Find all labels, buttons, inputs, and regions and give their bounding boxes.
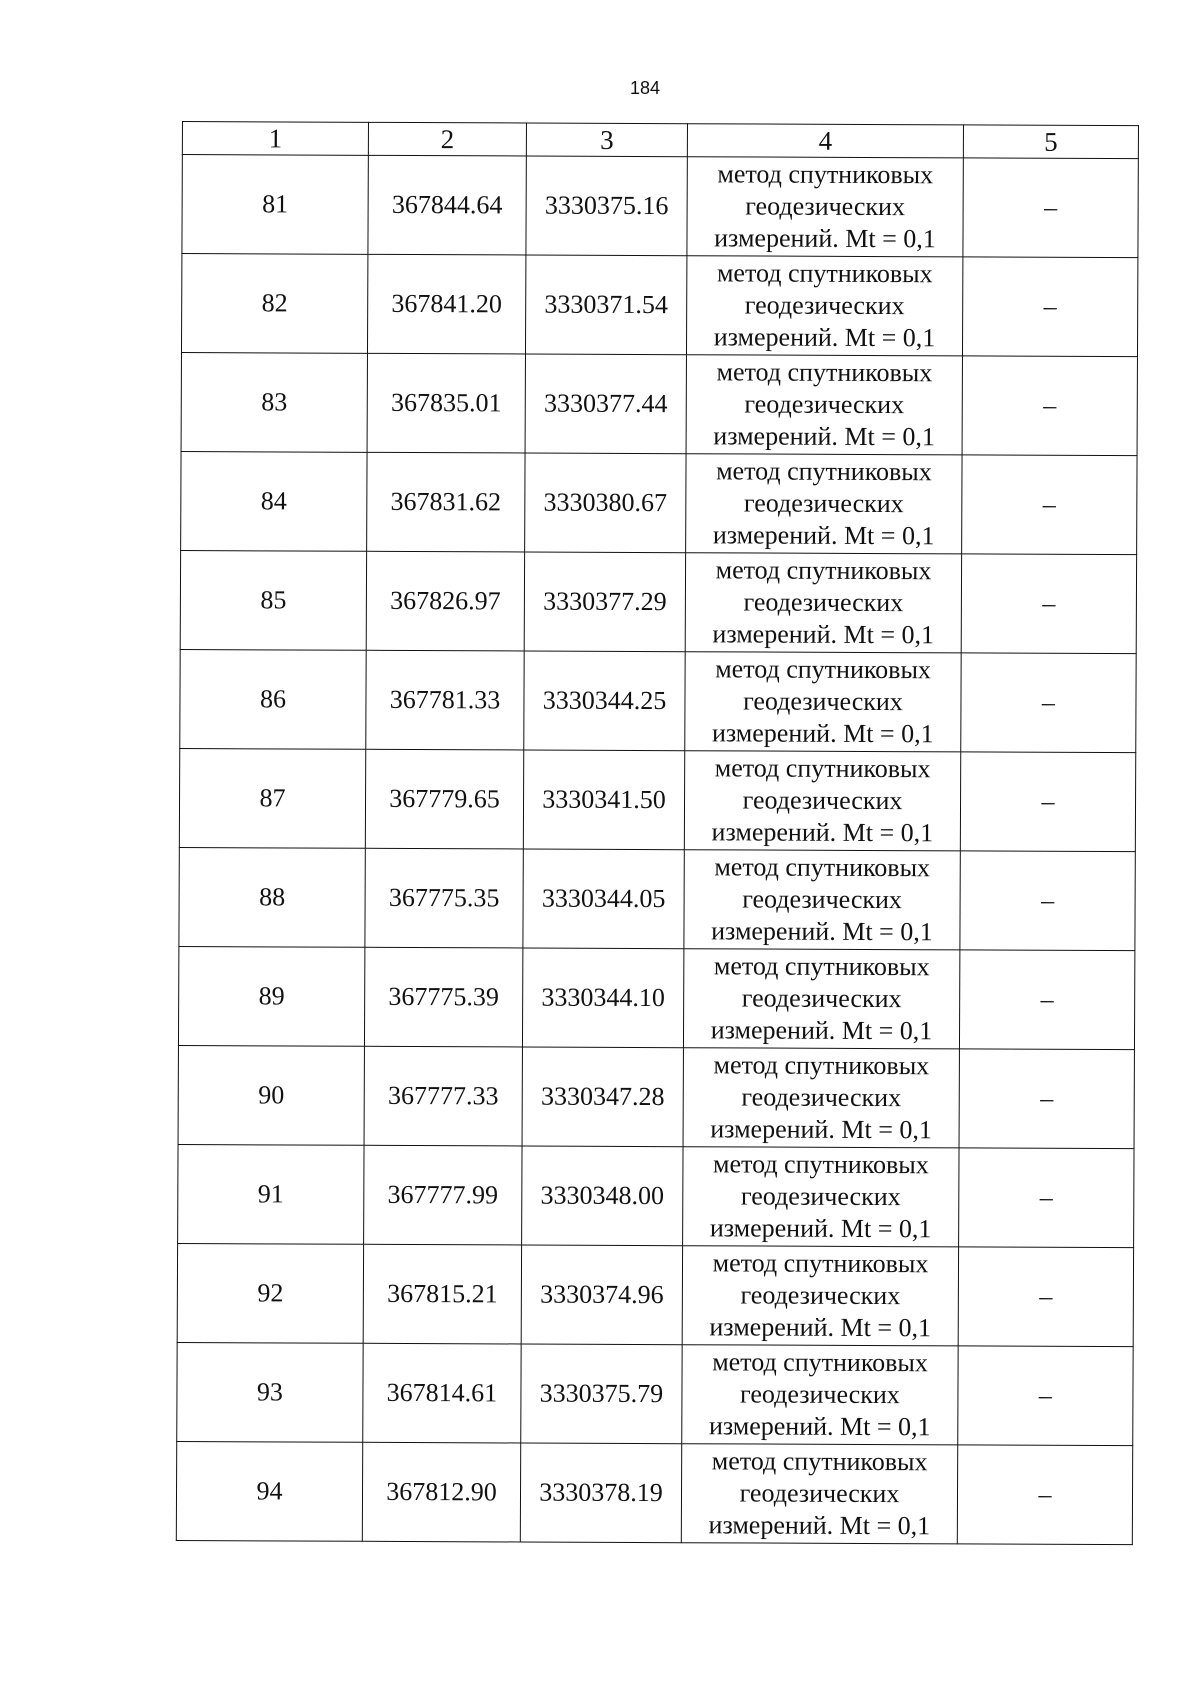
method-line: метод спутниковых	[717, 159, 934, 190]
x-coordinate-cell: 367814.61	[363, 1343, 521, 1443]
x-coordinate-cell: 367815.21	[363, 1244, 521, 1344]
table-row	[182, 155, 1138, 258]
method-line: геодезических	[741, 1082, 902, 1113]
column-header: 2	[368, 122, 526, 156]
y-coordinate-cell: 3330377.29	[524, 552, 685, 652]
x-coordinate-cell: 367841.20	[367, 254, 525, 354]
point-number-cell: 88	[179, 847, 365, 947]
table-row	[177, 1243, 1133, 1346]
method-line: измерений. Mt = 0,1	[710, 1015, 933, 1046]
x-coordinate-cell: 367826.97	[366, 551, 524, 651]
method-line: геодезических	[743, 587, 904, 618]
point-number-cell: 92	[177, 1243, 363, 1343]
note-cell: –	[959, 1049, 1134, 1149]
method-line: метод спутниковых	[716, 357, 933, 388]
page-number: 184	[629, 78, 661, 98]
method-cell	[682, 1246, 958, 1346]
method-line: измерений. Mt = 0,1	[711, 718, 934, 749]
method-line: геодезических	[743, 686, 903, 717]
method-line: геодезических	[742, 884, 903, 915]
method-line: геодезических	[739, 1478, 900, 1509]
method-line: измерений. Mt = 0,1	[712, 520, 935, 551]
method-line: геодезических	[745, 191, 906, 222]
method-line: метод спутниковых	[712, 1248, 929, 1279]
x-coordinate-cell: 367835.01	[367, 353, 525, 453]
column-header: 1	[182, 122, 368, 156]
method-line: геодезических	[743, 488, 904, 519]
y-coordinate-cell: 3330375.16	[526, 156, 687, 256]
method-line: измерений. Mt = 0,1	[714, 223, 936, 254]
x-coordinate-cell: 367777.99	[364, 1145, 522, 1245]
method-line: геодезических	[741, 983, 902, 1014]
y-coordinate-cell: 3330374.96	[521, 1245, 682, 1345]
column-header: 3	[526, 123, 687, 157]
x-coordinate-cell: 367831.62	[367, 452, 525, 552]
point-number-cell: 91	[178, 1144, 364, 1244]
column-header: 4	[687, 124, 963, 158]
y-coordinate-cell: 3330344.25	[524, 651, 685, 751]
y-coordinate-cell: 3330378.19	[520, 1443, 681, 1543]
note-cell: –	[958, 1247, 1133, 1347]
note-cell: –	[960, 851, 1135, 951]
table-body	[176, 155, 1138, 1545]
note-cell: –	[962, 257, 1137, 357]
method-cell	[686, 454, 962, 554]
point-number-cell: 86	[180, 649, 366, 749]
method-line: геодезических	[740, 1280, 901, 1311]
table-row	[180, 649, 1136, 752]
y-coordinate-cell: 3330347.28	[522, 1047, 683, 1147]
method-cell	[684, 850, 960, 950]
method-line: измерений. Mt = 0,1	[711, 916, 933, 947]
y-coordinate-cell: 3330380.67	[525, 453, 686, 553]
table-row	[177, 1342, 1133, 1445]
note-cell: –	[962, 356, 1137, 456]
point-number-cell: 93	[177, 1342, 363, 1442]
y-coordinate-cell: 3330375.79	[521, 1344, 682, 1444]
table-row	[181, 352, 1137, 455]
note-cell: –	[960, 752, 1135, 852]
table-row	[180, 550, 1136, 653]
method-cell	[686, 256, 962, 356]
method-line: измерений. Mt = 0,1	[712, 619, 935, 650]
point-number-cell: 85	[180, 550, 366, 650]
method-cell	[681, 1444, 957, 1544]
method-line: метод спутниковых	[716, 456, 932, 487]
note-cell: –	[957, 1445, 1132, 1545]
method-cell	[683, 1147, 959, 1247]
method-line: метод спутниковых	[714, 852, 931, 883]
note-cell: –	[963, 158, 1138, 258]
method-line: измерений. Mt = 0,1	[708, 1411, 931, 1442]
x-coordinate-cell: 367775.35	[365, 848, 523, 948]
y-coordinate-cell: 3330344.05	[523, 849, 684, 949]
x-coordinate-cell: 367844.64	[368, 155, 526, 255]
note-cell: –	[962, 455, 1137, 555]
method-line: метод спутниковых	[716, 258, 933, 289]
method-line: измерений. Mt = 0,1	[713, 322, 936, 353]
method-line: метод спутниковых	[715, 654, 932, 685]
method-line: измерений. Mt = 0,1	[710, 1114, 932, 1145]
method-line: геодезических	[742, 785, 903, 816]
x-coordinate-cell: 367777.33	[364, 1046, 522, 1146]
x-coordinate-cell: 367779.65	[365, 749, 523, 849]
table-row	[178, 946, 1134, 1049]
y-coordinate-cell: 3330344.10	[522, 948, 683, 1048]
note-cell: –	[959, 950, 1134, 1050]
point-number-cell: 81	[182, 155, 368, 255]
point-number-cell: 94	[176, 1441, 362, 1541]
method-line: метод спутниковых	[712, 1347, 928, 1378]
point-number-cell: 83	[181, 352, 367, 452]
method-line: геодезических	[744, 389, 905, 420]
x-coordinate-cell: 367781.33	[366, 650, 524, 750]
note-cell: –	[958, 1346, 1133, 1446]
point-number-cell: 82	[181, 254, 367, 354]
table-row	[181, 451, 1137, 554]
method-line: метод спутниковых	[715, 555, 932, 586]
method-line: измерений. Mt = 0,1	[709, 1213, 932, 1244]
point-number-cell: 87	[179, 748, 365, 848]
coordinates-table	[176, 121, 1139, 1545]
method-line: измерений. Mt = 0,1	[711, 817, 934, 848]
method-cell	[683, 1048, 959, 1148]
method-line: измерений. Mt = 0,1	[708, 1510, 931, 1541]
method-cell	[687, 157, 963, 257]
table-row	[178, 1045, 1134, 1148]
y-coordinate-cell: 3330348.00	[522, 1146, 683, 1246]
x-coordinate-cell: 367812.90	[362, 1442, 520, 1542]
method-line: измерений. Mt = 0,1	[713, 421, 935, 452]
table-row	[181, 254, 1137, 357]
method-line: геодезических	[740, 1181, 901, 1212]
method-line: геодезических	[740, 1379, 900, 1410]
method-cell	[685, 652, 961, 752]
method-cell	[684, 751, 960, 851]
column-header: 5	[963, 125, 1138, 159]
method-cell	[685, 553, 961, 653]
y-coordinate-cell: 3330371.54	[525, 255, 686, 355]
method-line: метод спутниковых	[713, 1050, 930, 1081]
table-row	[176, 1441, 1132, 1544]
note-cell: –	[961, 554, 1136, 654]
method-cell	[686, 355, 962, 455]
note-cell: –	[961, 653, 1136, 753]
method-line: метод спутниковых	[711, 1446, 928, 1477]
method-line: метод спутниковых	[713, 1149, 929, 1180]
table-row	[179, 748, 1135, 851]
table-row	[178, 1144, 1134, 1247]
table-row	[179, 847, 1135, 950]
method-line: измерений. Mt = 0,1	[709, 1312, 932, 1343]
y-coordinate-cell: 3330377.44	[525, 354, 686, 454]
method-line: метод спутниковых	[714, 753, 931, 784]
x-coordinate-cell: 367775.39	[364, 947, 522, 1047]
method-line: метод спутниковых	[713, 951, 930, 982]
point-number-cell: 90	[178, 1045, 364, 1145]
y-coordinate-cell: 3330341.50	[523, 750, 684, 850]
method-cell	[683, 949, 959, 1049]
method-cell	[682, 1345, 958, 1445]
table-header-row	[182, 122, 1138, 159]
point-number-cell: 84	[181, 451, 367, 551]
method-line: геодезических	[744, 290, 905, 321]
point-number-cell: 89	[178, 946, 364, 1046]
note-cell: –	[959, 1148, 1134, 1248]
